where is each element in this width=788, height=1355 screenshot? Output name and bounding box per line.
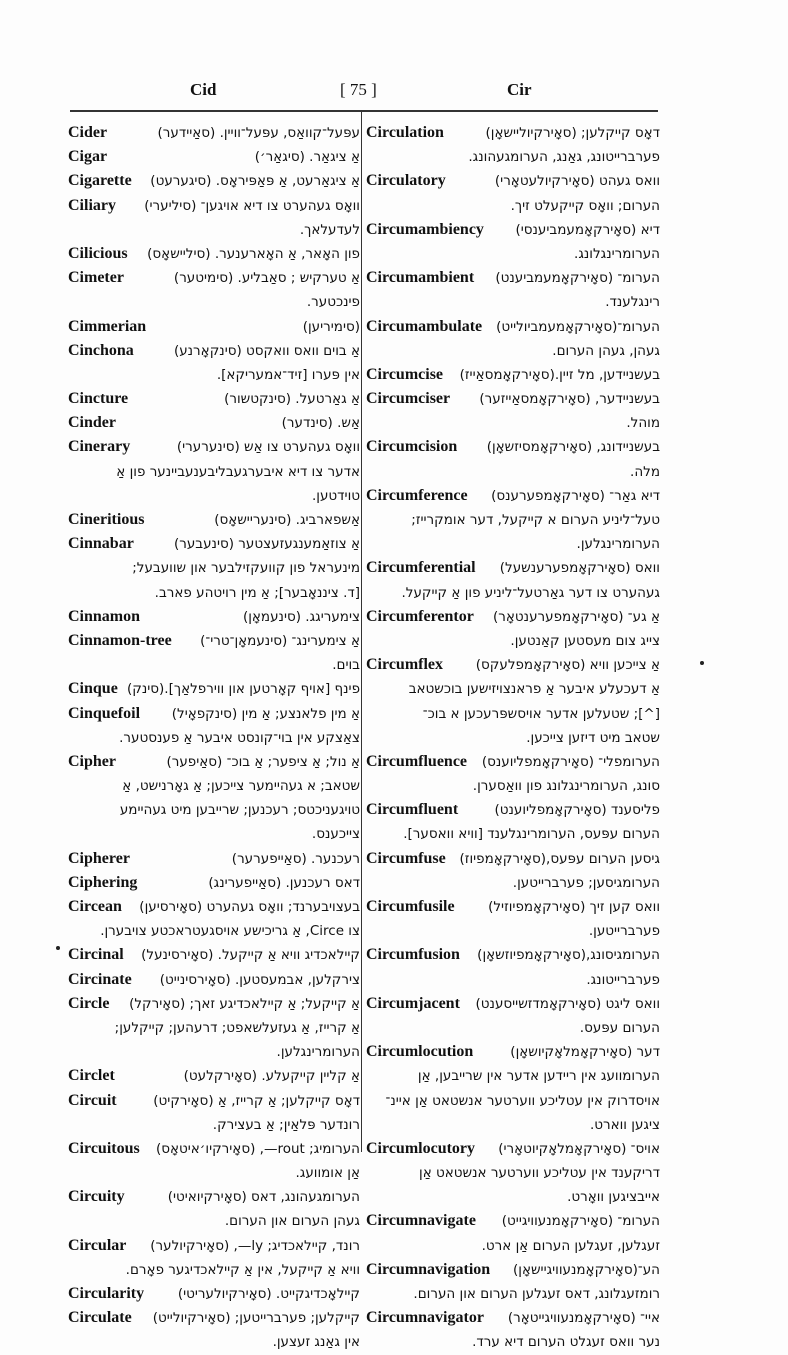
dictionary-entry	[366, 363, 660, 387]
headword: Cinque	[68, 680, 118, 698]
definition-text: וואס געהט (סאָירקיולעטאָרי)	[494, 173, 660, 190]
dictionary-entry	[68, 895, 360, 919]
dictionary-entry	[68, 847, 360, 871]
dictionary-entry	[68, 315, 360, 339]
running-head-right: Cir	[507, 80, 532, 99]
dictionary-entry	[366, 1258, 660, 1282]
definition-text: וויא אַ קייקעל, אין אַ קיילאכדיגער פאָרם.	[125, 1261, 360, 1278]
headword: Circumfusile	[366, 898, 455, 915]
dictionary-entry	[68, 1064, 360, 1088]
headword: Circularity	[68, 1285, 145, 1302]
definition-text: דיא (סאָירקאָמעמביענסי)	[515, 221, 660, 238]
dictionary-entry	[366, 847, 660, 871]
headword: Cilicious	[68, 244, 128, 262]
entry-continuation	[366, 822, 660, 846]
dictionary-entry	[366, 266, 660, 290]
definition-text: הערום עפּעס.	[579, 1019, 660, 1036]
entry-continuation	[366, 290, 660, 314]
dictionary-entry	[68, 702, 360, 726]
dictionary-entry	[68, 266, 360, 290]
headword: Cinquefoil	[68, 704, 141, 722]
entry-continuation	[68, 1040, 360, 1064]
entry-continuation	[68, 774, 360, 798]
definition-text: דיא גאַר־ (סאָירקאָמפערענס)	[491, 487, 660, 504]
definition-text: קיילאכדיג וויא אַ קייקעל. (סאָירסינעל)	[141, 947, 360, 964]
entry-continuation	[68, 484, 360, 508]
dictionary-entry	[366, 943, 660, 967]
definition-text: מינעראל פון קוועקזילבער און שוועבעל;	[132, 560, 360, 577]
entry-continuation	[68, 726, 360, 750]
dictionary-entry	[366, 750, 660, 774]
definition-text: רעכנער. (סאַייפערער)	[231, 850, 360, 867]
definition-text: רונדער פּלאַין; אַ בעצירק.	[212, 1116, 360, 1133]
definition-text: פליסענד (סאָירקאָמפליוענט)	[494, 802, 660, 819]
definition-text: נער וואס זעגלט הערום דיא ערד.	[472, 1334, 660, 1351]
dictionary-entry	[68, 121, 360, 145]
definition-text: אַ גאַרטעל. (סינקטשור)	[224, 391, 360, 408]
entry-continuation	[68, 218, 360, 242]
definition-text: פינף [אויף קאָרטען און ווירפלאַך].(סינק)	[127, 681, 360, 698]
entry-continuation	[366, 919, 660, 943]
entry-continuation	[366, 629, 660, 653]
entry-continuation	[366, 1330, 660, 1354]
entry-continuation	[68, 653, 360, 677]
entry-continuation	[68, 290, 360, 314]
definition-text: עפּעל־קוואַס, עפּעל־וויין. (סאַיידער)	[157, 125, 360, 141]
headword: Circulatory	[366, 172, 446, 190]
dictionary-entry	[68, 871, 360, 895]
definition-text: געהן הערום און הערום.	[224, 1213, 360, 1230]
definition-text: צייג צום מעסטען קאַנטען.	[510, 632, 660, 649]
definition-text: אויסדרוק אין עטליכע ווערטער אנשטאט אַן איינ־	[385, 1092, 660, 1109]
headword: Circumfusion	[366, 946, 460, 964]
entry-continuation	[366, 774, 660, 798]
dictionary-entry	[68, 605, 360, 629]
dictionary-entry	[68, 242, 360, 266]
headword: Circuity	[68, 1188, 125, 1206]
definition-text: [ד. ציננאָבער]; אַ מין רויטהע פארב.	[154, 584, 360, 601]
definition-text: שטאב מיט דיזען צייכען.	[526, 729, 660, 746]
dictionary-entry	[68, 411, 360, 435]
entry-continuation	[68, 919, 360, 943]
definition-text: דער (סאָירקאָמלאָקיושאָן)	[510, 1044, 660, 1061]
headword: Circumnavigator	[366, 1309, 484, 1327]
entry-continuation	[366, 194, 660, 218]
definition-text: רונד, קיילאכדיג; ly—, (סאָירקיולער)	[150, 1237, 360, 1254]
definition-text: אַשפארביג. (סינעריישאָס)	[214, 512, 360, 528]
definition-text: הערומ־ (סאָירקאָמנעוויגייט)	[501, 1213, 660, 1230]
entry-continuation	[366, 411, 660, 435]
headword: Cipherer	[68, 849, 130, 867]
headword: Circumambulate	[366, 317, 483, 335]
definition-text: טעל־ליניע הערום א קייקעל, דער אומקרייז;	[411, 512, 660, 528]
entry-continuation	[68, 798, 360, 822]
definition-text: לעדעלאך.	[299, 221, 360, 238]
column-divider	[361, 112, 362, 1152]
headword: Cimeter	[68, 269, 124, 287]
entry-continuation	[366, 726, 660, 750]
definition-text: רינגלענד.	[605, 294, 660, 311]
dictionary-entry	[366, 1137, 660, 1161]
headword: Cineritious	[68, 511, 145, 528]
definition-text: וואס קען זיך (סאָירקאָמפיוזיל)	[488, 899, 660, 915]
entry-continuation	[366, 677, 660, 701]
definition-text: הערומגיסען; פערברייטען.	[512, 874, 660, 891]
definition-text: הערומרינגלען.	[576, 536, 660, 553]
definition-text: הערומרינגלען.	[276, 1044, 360, 1061]
dictionary-entry	[366, 605, 660, 629]
headword: Circlet	[68, 1067, 115, 1085]
definition-text: אַ צייכען וויא (סאָירקאָמפלעקס)	[475, 657, 660, 674]
definition-text: אַ צימערינג־ (סינעמאָן־טרי־)	[200, 632, 360, 649]
headword: Circumference	[366, 486, 468, 504]
entry-continuation	[68, 363, 360, 387]
entry-continuation	[366, 968, 660, 992]
dictionary-entry	[366, 653, 660, 677]
definition-text: הערומרינגלונג.	[574, 245, 660, 262]
entry-continuation	[68, 1161, 360, 1185]
definition-text: הערום עפּעס, הערומרינגלענד [וויא וואסער].	[403, 826, 660, 843]
dictionary-entry	[68, 1137, 360, 1161]
dictionary-entry	[366, 387, 660, 411]
definition-text: אַ קליין קייקעלע. (סאָירקלעט)	[183, 1068, 360, 1085]
definition-text: הערומיג; rout—, (סאָירקיו׳איטאָס)	[155, 1140, 360, 1157]
dictionary-entry	[68, 943, 360, 967]
definition-text: סונג, הערומרינגלונג פון וואַסערן.	[472, 778, 660, 795]
dictionary-entry	[68, 1282, 360, 1306]
dictionary-entry	[68, 169, 360, 193]
definition-text: רומזעגלונג, דאס זעגלען הערום און הערום.	[413, 1286, 660, 1302]
definition-text: זעגלען, זעגלען הערום אַן ארט.	[481, 1237, 660, 1254]
headword: Circumcise	[366, 365, 444, 383]
headword: Circle	[68, 994, 110, 1012]
headword: Circular	[68, 1236, 127, 1254]
dictionary-entry	[366, 169, 660, 193]
dictionary-entry	[366, 484, 660, 508]
definition-text: [^]; שטעלען אדער אויסשפּרעכען א בוכ־	[422, 705, 660, 722]
dictionary-entry	[366, 895, 660, 919]
definition-text: דאָס קייקלען; אַ קרייז, אַ (סאָירקיט)	[153, 1092, 360, 1109]
dictionary-entry	[68, 1089, 360, 1113]
definition-text: אַ נול; אַ ציפער; אַ בוכ־ (סאַיפער)	[166, 753, 360, 770]
definition-text: שטאב; א געהיימער צייכען; אַ גאָרנישט, אַ	[122, 778, 360, 795]
headword: Circumambiency	[366, 220, 484, 238]
headword: Circumnavigate	[366, 1212, 476, 1230]
headword: Cinchona	[68, 341, 134, 359]
headword: Circumfluence	[366, 752, 468, 770]
headword: Circumfuse	[366, 849, 446, 867]
definition-text: בעצויבערנד; וואָס געהערט (סאָירסיען)	[139, 899, 360, 915]
dictionary-entry	[68, 508, 360, 532]
entry-continuation	[68, 556, 360, 580]
headword: Cider	[68, 124, 108, 141]
dictionary-entry	[366, 556, 660, 580]
entry-continuation	[68, 1113, 360, 1137]
definition-text: אַן אומוועג.	[295, 1165, 360, 1182]
entry-continuation	[366, 242, 660, 266]
headword: Circumambient	[366, 269, 475, 287]
speck-mark	[700, 661, 704, 665]
definition-text: טויגעניכטס; רעכנען; שרייבען מיט געהיימע	[119, 802, 360, 819]
definition-text: הערומ־(סאָירקאָמעמביולייט)	[496, 318, 660, 335]
definition-text: איי־ (סאָירקאָמנעוויגייטאָר)	[507, 1310, 660, 1327]
definition-text: דריקענד אין עטליכע ווערטער אנשטאט אַן	[419, 1165, 660, 1182]
dictionary-entry	[366, 435, 660, 459]
entry-continuation	[68, 1258, 360, 1282]
headword: Circumlocutory	[366, 1139, 476, 1157]
running-head-left: Cid	[190, 80, 217, 99]
definition-text: הערום; וואָס קייקעלט זיך.	[510, 197, 660, 214]
definition-text: צייכענס.	[311, 826, 360, 843]
entry-continuation	[366, 702, 660, 726]
speck-mark	[56, 946, 60, 950]
entry-continuation	[366, 1161, 660, 1185]
dictionary-entry	[68, 145, 360, 169]
definition-text: אַ בוים וואס וואקסט (סינקאָרנע)	[173, 342, 360, 359]
dictionary-entry	[68, 992, 360, 1016]
definition-text: אייבציגען וואָרט.	[567, 1189, 660, 1206]
headword: Cinerary	[68, 438, 131, 456]
definition-text: (סימיריען)	[302, 318, 360, 335]
entry-continuation	[68, 1016, 360, 1040]
dictionary-entry	[68, 677, 360, 701]
dictionary-entry	[68, 1306, 360, 1330]
entry-continuation	[366, 1064, 660, 1088]
headword: Ciliary	[68, 196, 116, 214]
entry-continuation	[68, 581, 360, 605]
definition-text: אויס־ (סאָירקאָמלאָקיוטאָרי)	[498, 1140, 660, 1157]
definition-text: גיסען הערום עפּעס,(סאָירקאָמפיוז)	[459, 850, 660, 867]
dictionary-entry	[366, 992, 660, 1016]
definition-text: וואָס געהערט צו אַש (סינערערי)	[176, 439, 360, 456]
definition-text: אַ ציגאַר. (סיגאַר׳)	[254, 149, 360, 166]
definition-text: בוים.	[332, 657, 360, 674]
definition-text: אַש. (סינדער)	[281, 415, 360, 432]
definition-text: פערברייטען.	[588, 923, 660, 940]
dictionary-entry	[68, 1185, 360, 1209]
definition-text: ציגען ווארט.	[589, 1116, 660, 1133]
entry-continuation	[366, 871, 660, 895]
headword: Cipher	[68, 752, 116, 770]
dictionary-entry	[68, 435, 360, 459]
definition-text: אַ דעכעלע איבער אַ פראנצויזישען בוכשטאב	[408, 681, 660, 698]
definition-text: הערומ־ (סאָירקאָמעמביענט)	[495, 270, 660, 287]
definition-text: בעשניידער, (סאָירקאָמסאַייזער)	[479, 391, 660, 408]
entry-continuation	[366, 508, 660, 532]
dictionary-entry	[68, 750, 360, 774]
definition-text: געהן, געהן הערום.	[552, 342, 660, 359]
definition-text: אַ צוזאַמענגעזעצטער (סינעבער)	[173, 536, 360, 553]
entry-continuation	[366, 1282, 660, 1306]
definition-text: מוהל.	[626, 415, 660, 432]
definition-text: קייקלען; פערברייטען; (סאָירקיולייט)	[152, 1310, 360, 1327]
dictionary-entry	[366, 218, 660, 242]
headword: Cincture	[68, 390, 129, 408]
headword: Cimmerian	[68, 317, 147, 335]
headword: Cinnabar	[68, 535, 134, 553]
definition-text: אדער צו דיא איבערגעבליבענעביינער פון אַ	[116, 463, 360, 480]
headword: Circumferentor	[366, 607, 474, 625]
entry-continuation	[366, 460, 660, 484]
dictionary-entry	[366, 1306, 660, 1330]
headword: Cinnamon	[68, 607, 141, 625]
definition-text: הערומפלי־ (סאָירקאָמפליוענס)	[481, 753, 660, 770]
dictionary-entry	[366, 1209, 660, 1233]
headword: Ciphering	[68, 873, 138, 891]
entry-continuation	[366, 1185, 660, 1209]
definition-text: אַ קרייז, אַ געזעלשאפט; דרעהען; קייקלען;	[114, 1019, 360, 1036]
definition-text: צו Circe, אַ גריכישע אויסגעטראכטע צויבערן.	[100, 923, 360, 940]
headword: Circumciser	[366, 390, 451, 408]
definition-text: קיילאָכדיגקייט. (סאָירקיולעריטי)	[177, 1286, 360, 1302]
definition-text: אין גאַנג זעצען.	[272, 1334, 360, 1351]
headword: Cinder	[68, 414, 116, 432]
headword: Circinal	[68, 946, 124, 964]
dictionary-entry	[366, 1040, 660, 1064]
definition-text: אַ ציגאַרעט, אַ פּאַפּיראָס. (סיגערעט)	[150, 173, 360, 190]
header-rule	[70, 110, 658, 112]
entry-continuation	[366, 339, 660, 363]
headword: Circulate	[68, 1309, 132, 1327]
dictionary-entry	[68, 629, 360, 653]
definition-text: בעשניידונג, (סאָירקאָמסיזשאָן)	[486, 439, 660, 456]
headword: Circumjacent	[366, 994, 460, 1012]
definition-text: פינכטער.	[306, 294, 360, 311]
dictionary-entry	[366, 798, 660, 822]
dictionary-entry	[68, 532, 360, 556]
definition-text: וואס (סאָירקאָמפערענשעל)	[499, 560, 660, 577]
definition-text: אַ מין פלאנצע; אַ מין (סינקפאָיל)	[171, 705, 360, 722]
left-column	[68, 121, 360, 1355]
definition-text: דאָס קייקלען; (סאָירקיוליישאָן)	[485, 125, 660, 141]
headword: Circumflex	[366, 656, 444, 674]
dictionary-entry	[68, 339, 360, 363]
definition-text: הערומוועג אין ריידען אדער אין שרייבען, אַן	[417, 1068, 660, 1085]
entry-continuation	[68, 460, 360, 484]
headword: Circumcision	[366, 438, 458, 456]
entry-continuation	[366, 1089, 660, 1113]
headword: Circumferential	[366, 559, 476, 577]
definition-text: וואס ליגט (סאָירקאָמדזשייסענט)	[475, 995, 660, 1012]
headword: Circean	[68, 898, 122, 915]
entry-continuation	[68, 1330, 360, 1354]
headword: Circinate	[68, 970, 132, 988]
definition-text: אַ קייקעל; אַ קיילאכדיגע זאך; (סאָירקל)	[129, 995, 360, 1012]
headword: Circumnavigation	[366, 1260, 491, 1278]
definition-text: אַ טערקיש ; סאַבליע. (סימיטער)	[173, 270, 360, 287]
definition-text: בעשניידען, מל זיין.(סאָירקאָמסאַייז)	[459, 366, 660, 383]
headword: Cigarette	[68, 172, 132, 190]
entry-continuation	[366, 581, 660, 605]
definition-text: צאַצקע אין בוי־קונסט איבער אַ פענסטער.	[119, 729, 360, 746]
page-number: [ 75 ]	[340, 80, 377, 99]
entry-continuation	[68, 1209, 360, 1233]
definition-text: דאס רעכנען. (סאַייפערינג)	[208, 874, 360, 891]
definition-text: טוידטען.	[312, 487, 360, 504]
definition-text: אין פּערו [זיד־אמעריקא].	[216, 366, 360, 383]
headword: Circulation	[366, 124, 444, 141]
headword: Circumfluent	[366, 801, 459, 819]
definition-text: וואָס געהערט צו דיא אויגען־ (סיליערי)	[144, 197, 360, 214]
entry-continuation	[366, 1016, 660, 1040]
definition-text: מלה.	[630, 463, 660, 480]
headword: Cigar	[68, 148, 108, 166]
definition-text: צירקלען, אבמעסטען. (סאָירסינייט)	[159, 971, 360, 988]
right-column	[366, 121, 660, 1355]
definition-text: הערומגיסונג,(סאָירקאָמפיוזשאָן)	[477, 947, 660, 964]
dictionary-entry	[68, 968, 360, 992]
definition-text: פון האָאר, אַ האָארענער. (סיליישאָס)	[147, 245, 360, 262]
entry-continuation	[68, 822, 360, 846]
dictionary-entry	[68, 387, 360, 411]
entry-continuation	[366, 145, 660, 169]
definition-text: הע־(סאָירקאָמנעוויגיישאָן)	[513, 1261, 660, 1278]
definition-text: צימעריגג. (סינעמאָן)	[242, 608, 360, 625]
dictionary-entry	[68, 194, 360, 218]
definition-text: אַ גע־ (סאָירקאָמפערענטאָר)	[493, 608, 660, 625]
headword: Circumlocution	[366, 1043, 474, 1061]
dictionary-entry	[366, 315, 660, 339]
dictionary-entry	[68, 1234, 360, 1258]
definition-text: פערברייטונג, גאַנג, הערומגעהונג.	[468, 149, 660, 166]
entry-continuation	[366, 1234, 660, 1258]
entry-continuation	[366, 532, 660, 556]
headword: Cinnamon-tree	[68, 631, 172, 649]
definition-text: פערברייטונג.	[586, 971, 660, 988]
entry-continuation	[366, 1113, 660, 1137]
definition-text: געהערט צו דער גאַרטעל־ליניע פון אַ קייקעל.	[401, 584, 660, 601]
dictionary-entry	[366, 121, 660, 145]
headword: Circuit	[68, 1091, 117, 1109]
headword: Circuitous	[68, 1139, 140, 1157]
definition-text: הערומגעהונג, דאס (סאָירקיואיטי)	[167, 1189, 360, 1206]
